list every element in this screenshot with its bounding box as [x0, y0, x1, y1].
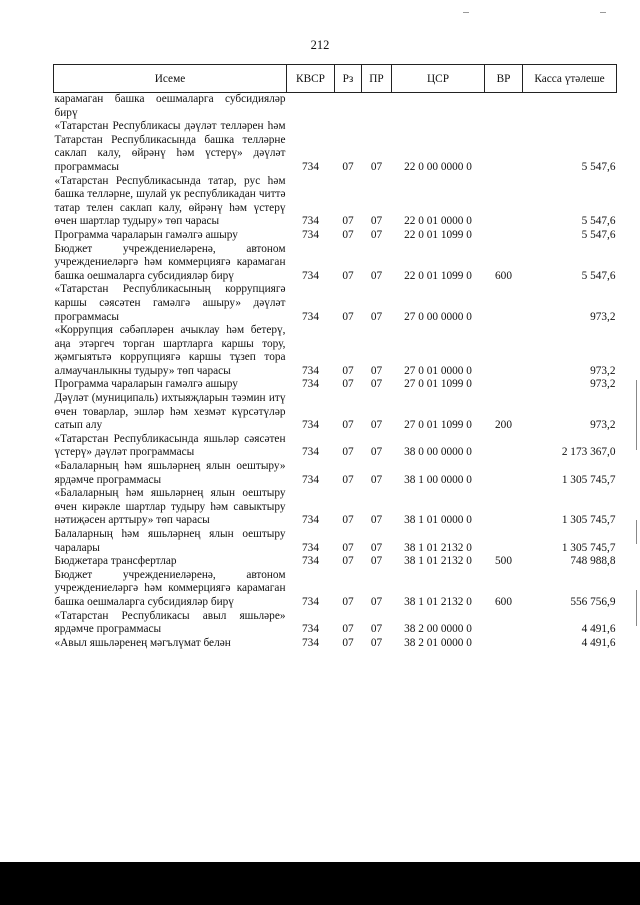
scan-edge	[636, 520, 637, 544]
table-row	[54, 324, 617, 378]
cell-kvsr: 734	[302, 269, 319, 282]
cell-kvsr: 734	[302, 378, 319, 391]
cell-kvsr: 734	[302, 228, 319, 241]
cell-vr	[485, 93, 523, 121]
cell-name: «Авыл яшьләренең мәгълүмат белән	[54, 636, 231, 649]
cell-amount: 973,2	[590, 378, 616, 391]
cell-vr	[485, 283, 523, 324]
cell-rz: 07	[342, 228, 354, 241]
cell-amount: 973,2	[590, 310, 616, 323]
table-row	[54, 487, 617, 528]
cell-pr: 07	[370, 419, 383, 432]
cell-csr: 38 1 01 2132 0	[404, 541, 472, 554]
table-row	[54, 243, 617, 284]
cell-pr: 07	[370, 473, 383, 486]
cell-csr: 22 0 01 1099 0	[404, 228, 472, 241]
cell-name: карамаган башка оешмаларга субсидияләр бирү	[54, 93, 286, 119]
cell-kvsr: 734	[302, 364, 319, 377]
cell-amount: 4 491,6	[581, 636, 616, 649]
cell-vr	[485, 175, 523, 229]
cell-amount: 5 547,6	[581, 269, 616, 282]
cell-amount: 748 988,8	[570, 555, 616, 568]
cell-pr: 07	[370, 541, 383, 554]
cell-name: «Балаларның һәм яшьләрнең ялын оештыру» ярдәмче программасы	[54, 460, 286, 486]
cell-kvsr: 734	[302, 595, 319, 608]
cell-csr: 38 1 00 0000 0	[404, 473, 472, 486]
page-number: 212	[310, 38, 330, 52]
table-row	[54, 610, 617, 637]
cell-kvsr: 734	[302, 419, 319, 432]
scan-edge	[636, 590, 637, 626]
cell-pr: 07	[370, 228, 383, 241]
cell-vr: 500	[495, 555, 512, 568]
table-row	[54, 637, 617, 651]
table-row	[54, 378, 617, 392]
budget-table	[53, 64, 617, 650]
cell-csr	[392, 93, 485, 121]
table-row	[54, 528, 617, 555]
cell-csr: 27 0 01 1099 0	[404, 378, 472, 391]
cell-csr: 38 2 00 0000 0	[404, 623, 472, 636]
cell-kvsr: 734	[302, 160, 319, 173]
cell-pr: 07	[370, 623, 383, 636]
cell-pr: 07	[370, 215, 383, 228]
cell-pr: 07	[370, 555, 383, 568]
cell-pr: 07	[370, 160, 383, 173]
cell-vr	[485, 460, 523, 487]
table-body	[54, 93, 617, 651]
cell-rz: 07	[342, 269, 354, 282]
scan-mark	[600, 12, 606, 13]
cell-vr	[485, 378, 523, 392]
table-row	[54, 433, 617, 460]
cell-kvsr: 734	[302, 446, 319, 459]
cell-name: Бюджетара трансфертлар	[54, 555, 177, 568]
cell-amount: 4 491,6	[581, 623, 616, 636]
cell-rz	[335, 93, 362, 121]
cell-name: «Татарстан Республикасы дәүләт телләрен һәм Татарстан Республикасында башка телләрне саклап калу, өйрәнү һәм үстерү» дәүләт программасы	[54, 120, 286, 173]
table-row	[54, 175, 617, 229]
cell-vr	[485, 637, 523, 651]
cell-name: Программа чараларын гамәлгә ашыру	[54, 378, 238, 391]
cell-amount: 1 305 745,7	[561, 514, 616, 527]
cell-rz: 07	[342, 555, 354, 568]
cell-vr: 600	[495, 595, 512, 608]
cell-amount: 5 547,6	[581, 228, 616, 241]
cell-rz: 07	[342, 541, 354, 554]
cell-name: «Коррупция сәбәпләрен ачыклау һәм бетерү, аңа этәргеч торган шартларга каршы тору, җәмгыятьтә коррупциягә каршы тұзеп тора алмаучанлыкны тудыру» төп чарасы	[54, 324, 286, 377]
column-header-csr: ЦСР	[392, 65, 485, 93]
cell-name: «Татарстан Республикасында татар, рус һәм башка телләрне, шулай ук республикадан читтә татар телен саклап калу, өйрәнү һәм үстерү өчен шартлар тудыру» төп чарасы	[54, 174, 286, 228]
table-row	[54, 569, 617, 610]
cell-pr: 07	[370, 364, 383, 377]
cell-amount	[523, 93, 617, 121]
table-row	[54, 555, 617, 569]
cell-vr	[485, 229, 523, 243]
cell-rz: 07	[342, 623, 354, 636]
cell-pr	[362, 93, 392, 121]
cell-name: Программа чараларын гамәлгә ашыру	[54, 228, 238, 241]
cell-amount: 2 173 367,0	[561, 446, 616, 459]
cell-vr	[485, 528, 523, 555]
cell-rz: 07	[342, 419, 354, 432]
cell-csr: 27 0 01 1099 0	[404, 419, 472, 432]
table-row	[54, 120, 617, 174]
column-header-kvsr: КВСР	[287, 65, 335, 93]
cell-name: Бюджет учреждениеләренә, автоном учреждениеләргә һәм коммерциягә карамаган башка оешмаларга субсидияләр бирү	[54, 242, 286, 282]
column-header-name: Исеме	[54, 65, 287, 93]
cell-amount: 973,2	[590, 364, 616, 377]
cell-vr	[485, 610, 523, 637]
cell-kvsr: 734	[302, 310, 319, 323]
scan-bottom-bar	[0, 862, 640, 905]
cell-rz: 07	[342, 310, 354, 323]
cell-name: «Татарстан Республикасында яшьләр сәясәтен үстерү» дәүләт программасы	[54, 432, 286, 459]
cell-kvsr: 734	[302, 636, 319, 649]
cell-rz: 07	[342, 514, 354, 527]
cell-rz: 07	[342, 636, 354, 649]
cell-csr: 27 0 00 0000 0	[404, 310, 472, 323]
cell-rz: 07	[342, 215, 354, 228]
cell-kvsr: 734	[302, 514, 319, 527]
cell-vr	[485, 487, 523, 528]
table-row	[54, 283, 617, 324]
cell-csr: 38 2 01 0000 0	[404, 636, 472, 649]
cell-pr: 07	[370, 514, 383, 527]
cell-kvsr: 734	[302, 215, 319, 228]
table-row	[54, 392, 617, 433]
cell-name: «Татарстан Республикасы авыл яшьләре» ярдәмче программасы	[54, 609, 286, 636]
cell-pr: 07	[370, 310, 383, 323]
cell-name: «Татарстан Республикасының коррупциягә каршы сәясәтен гамәлгә ашыру» дәүләт программасы	[54, 283, 286, 323]
cell-csr: 38 0 00 0000 0	[404, 446, 472, 459]
cell-name: Балаларның һәм яшьләрнең ялын оештыру чаралары	[54, 528, 286, 554]
cell-rz: 07	[342, 446, 354, 459]
cell-csr: 27 0 01 0000 0	[404, 364, 472, 377]
table-row	[54, 93, 617, 121]
cell-csr: 22 0 01 0000 0	[404, 215, 472, 228]
cell-amount: 5 547,6	[581, 215, 616, 228]
cell-kvsr	[287, 93, 335, 121]
cell-vr: 200	[495, 419, 512, 432]
cell-vr	[485, 120, 523, 174]
cell-kvsr: 734	[302, 473, 319, 486]
cell-rz: 07	[342, 160, 354, 173]
table-row	[54, 229, 617, 243]
table-header-row	[54, 65, 617, 93]
cell-vr: 600	[495, 269, 512, 282]
cell-name: «Балаларның һәм яшьләрнең ялын оештыру өчен кирәкле шартлар тудыру һәм савыктыру нәтиҗәсен арттыру» төп чарасы	[54, 487, 286, 527]
cell-vr	[485, 324, 523, 378]
cell-pr: 07	[370, 378, 383, 391]
cell-pr: 07	[370, 269, 383, 282]
scan-edge	[636, 380, 637, 450]
cell-pr: 07	[370, 595, 383, 608]
cell-pr: 07	[370, 446, 383, 459]
cell-csr: 38 1 01 2132 0	[404, 595, 472, 608]
column-header-amount: Касса үтәлеше	[523, 65, 617, 93]
cell-kvsr: 734	[302, 555, 319, 568]
cell-kvsr: 734	[302, 541, 319, 554]
cell-amount: 556 756,9	[570, 595, 616, 608]
cell-amount: 1 305 745,7	[561, 473, 616, 486]
cell-amount: 5 547,6	[581, 160, 616, 173]
cell-rz: 07	[342, 473, 354, 486]
cell-csr: 38 1 01 2132 0	[404, 555, 472, 568]
cell-pr: 07	[370, 636, 383, 649]
cell-name: Дәүләт (муниципаль) ихтыяҗларын тәэмин итү өчен товарлар, эшләр һәм хезмәт күрсәтүләр сатып алу	[54, 392, 286, 432]
cell-rz: 07	[342, 595, 354, 608]
cell-rz: 07	[342, 364, 354, 377]
cell-csr: 22 0 01 1099 0	[404, 269, 472, 282]
cell-rz: 07	[342, 378, 354, 391]
column-header-vr: ВР	[485, 65, 523, 93]
table-row	[54, 460, 617, 487]
cell-csr: 38 1 01 0000 0	[404, 514, 472, 527]
cell-csr: 22 0 00 0000 0	[404, 160, 472, 173]
cell-vr	[485, 433, 523, 460]
cell-amount: 973,2	[590, 419, 616, 432]
cell-kvsr: 734	[302, 623, 319, 636]
column-header-pr: ПР	[362, 65, 392, 93]
scan-mark	[463, 12, 469, 13]
cell-name: Бюджет учреждениеләренә, автоном учреждениеләргә һәм коммерциягә карамаган башка оешмаларга субсидияләр бирү	[54, 568, 286, 608]
column-header-rz: Рз	[335, 65, 362, 93]
cell-amount: 1 305 745,7	[561, 541, 616, 554]
